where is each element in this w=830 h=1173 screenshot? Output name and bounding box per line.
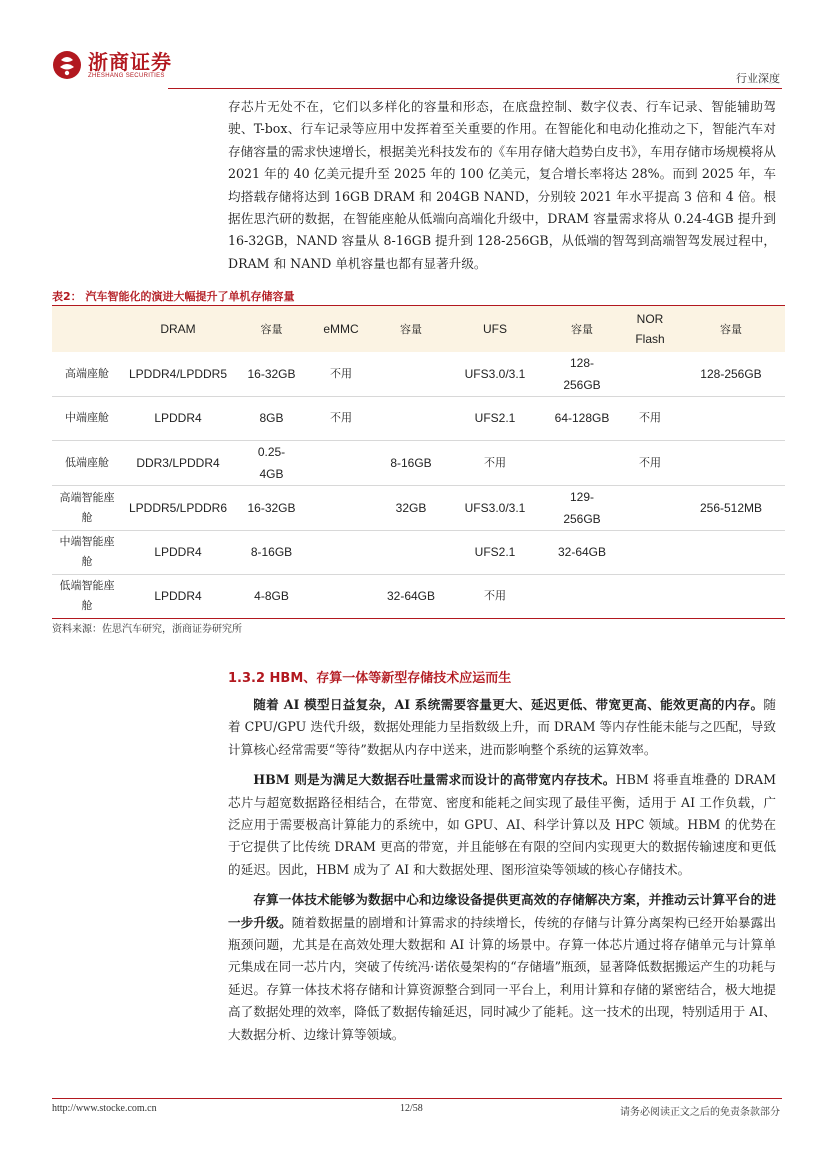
table-cell: 不用: [330, 411, 352, 424]
paragraph-text: HBM 将垂直堆叠的 DRAM 芯片与超宽数据路径相结合，在带宽、密度和能耗之间实现了最佳平衡，适用于 AI 工作负载，广泛应用于需要极高计算能力的系统中，如 GPU、AI、科学计算以及 HPC 领域。HBM 的优势在于它提供了比传统 DRAM 更高的带宽，并且能够在有限的空间内实现更大的数据传输速度和更低的延迟。因此，HBM 成为了 AI 和大数据处理、图形渲染等领域的核心存储技术。: [228, 772, 776, 877]
table-cell: 129-256GB: [563, 489, 601, 526]
table-cell: 32-64GB: [557, 545, 607, 559]
table-cell: 不用: [639, 455, 661, 469]
row-label-cell: 低端座舱: [65, 455, 109, 469]
header-divider: [168, 88, 782, 89]
row-label-cell: 中端座舱: [65, 411, 109, 424]
table-cell: [309, 574, 373, 618]
table-cell: [677, 530, 785, 574]
page-number: 12/58: [400, 1103, 423, 1114]
table-cell: [677, 440, 785, 485]
paragraph-hbm: [228, 769, 776, 881]
paragraph-lead: HBM 则是为满足大数据吞吐量需求而设计的高带宽内存技术。: [253, 772, 616, 788]
table-cell: 不用: [484, 455, 506, 469]
table-header-cell: NOR Flash: [623, 306, 677, 352]
table-cell: [373, 530, 449, 574]
paragraph-compute-in-memory: [228, 889, 776, 1046]
paragraph-text: 随着数据量的剧增和计算需求的持续增长，传统的存储与计算分离架构已经开始暴露出瓶颈问题，尤其是在高效处理大数据和 AI 计算的场景中。存算一体芯片通过将存储单元与计算单元集成在同一芯片内，突破了传统冯·诺依曼架构的“存储墙”瓶颈，显著降低数据搬运产生的功耗与延迟。存算一体技术将存储和计算资源整合到同一平台上，利用计算和存储的紧密结合，极大地提高了数据处理的效率，降低了数据传输延迟，同时减少了能耗。这一技术的出现，特别适用于 AI、大数据分析、边缘计算等领域。: [228, 914, 777, 1042]
table-cell: LPDDR4: [154, 411, 202, 425]
row-label-cell: 高端座舱: [65, 366, 109, 380]
table-header-cell: 容量: [234, 306, 309, 352]
table-header-cell: [52, 306, 122, 352]
table-cell: 16-32GB: [247, 500, 296, 515]
intro-paragraph: 存芯片无处不在，它们以多样化的容量和形态，在底盘控制、数字仪表、行车记录、智能辅助驾驶、T-box、行车记录等应用中发挥着至关重要的作用。在智能化和电动化推动之下，智能汽车对存储容量的需求快速增长，根据美光科技发布的《车用存储大趋势白皮书》，车用存储市场规模将从 2021 年的 40 亿美元提升至 2025 年的 100 亿美元，复合增长率将达 28%。而到 2025 年，车均搭载存储将达到 16GB DRAM 和 204GB NAND，分别较 2021 年水平提高 3 倍和 4 倍。根据佐思汽研的数据，在智能座舱从低端向高端化升级中，DRAM 容量需求将从 0.24-4GB 提升到 16-32GB，NAND 容量从 8-16GB 提升到 128-256GB，从低端的智驾到高端智驾发展过程中，DRAM 和 NAND 单机容量也都有显著升级。: [228, 99, 776, 271]
zheshang-logo-icon: [52, 50, 82, 80]
table-source: 资料来源：佐思汽车研究，浙商证券研究所: [52, 624, 242, 635]
paragraph-ai-memory: [228, 694, 776, 761]
table-row: [52, 440, 785, 485]
storage-capacity-table: [52, 305, 785, 619]
report-type-tag: 行业深度: [736, 72, 780, 85]
table-cell: UFS3.0/3.1: [464, 366, 526, 381]
table-cell: 32-64GB: [386, 589, 436, 603]
footer-url-link[interactable]: http://www.stocke.com.cn: [52, 1103, 157, 1114]
table-cell: 0.25-4GB: [257, 444, 286, 481]
table-cell: [541, 574, 623, 618]
table-cell: 128-256GB: [563, 355, 601, 392]
paragraph-text: 随着 CPU/GPU 迭代升级，数据处理能力呈指数级上升，而 DRAM 等内存性能未能与之匹配，导致计算核心经常需要“等待”数据从内存中送来，进而影响整个系统的运算效率。: [228, 697, 776, 757]
table-cell: 不用: [484, 589, 506, 602]
table-header-cell: eMMC: [309, 306, 373, 352]
table-cell: UFS2.1: [474, 545, 516, 559]
table-cell: [623, 530, 677, 574]
table-cell: [309, 440, 373, 485]
table-cell: 8-16GB: [390, 455, 432, 470]
table-cell: 8-16GB: [250, 545, 293, 559]
section-body: [228, 694, 776, 1046]
table-cell: DDR3/LPDDR4: [136, 455, 220, 470]
table-header-row: [52, 306, 785, 352]
paragraph-lead: 存算一体技术能够为数据中心和边缘设备提供更高效的存储解决方案，并推动云计算平台的进一步升级。: [228, 892, 776, 930]
table-row: [52, 485, 785, 530]
table-cell: 128-256GB: [700, 366, 762, 381]
table-cell: 64-128GB: [554, 411, 610, 425]
table-cell: 4-8GB: [254, 589, 289, 603]
row-label-cell: 中端智能座舱: [59, 535, 115, 568]
table-cell: 32GB: [395, 500, 427, 515]
table-header-cell: 容量: [373, 306, 449, 352]
table-cell: [623, 574, 677, 618]
table-row: [52, 396, 785, 440]
table-cell: [309, 530, 373, 574]
table-row: [52, 352, 785, 397]
table-cell: [623, 352, 677, 397]
table-row: [52, 574, 785, 618]
intro-paragraph-block: [228, 96, 776, 275]
section-title: 1.3.2 HBM、存算一体等新型存储技术应运而生: [228, 671, 512, 686]
company-logo: [52, 50, 172, 80]
table-header-cell: UFS: [449, 306, 541, 352]
table-header-cell: 容量: [677, 306, 785, 352]
table-cell: LPDDR4: [154, 545, 202, 559]
table-cell: 不用: [639, 411, 661, 424]
table-cell: [309, 485, 373, 530]
table-cell: LPDDR4/LPDDR5: [128, 366, 228, 381]
table-cell: [677, 396, 785, 440]
footer-disclaimer: 请务必阅读正文之后的免责条款部分: [620, 1107, 780, 1118]
table-cell: LPDDR4: [154, 589, 202, 603]
table-cell: 256-512MB: [699, 500, 763, 515]
table-cell: 不用: [330, 366, 352, 380]
table-cell: [373, 396, 449, 440]
row-label-cell: 高端智能座舱: [59, 490, 115, 524]
row-label-cell: 低端智能座舱: [59, 579, 115, 612]
table-cell: [623, 485, 677, 530]
table-cell: [677, 574, 785, 618]
table-cell: UFS2.1: [474, 411, 516, 425]
table-cell: 8GB: [259, 411, 284, 425]
table-cell: 16-32GB: [247, 366, 296, 381]
logo-english-name: ZHESHANG SECURITIES: [88, 73, 165, 79]
table-title: 表2： 汽车智能化的演进大幅提升了单机存储容量: [52, 290, 295, 303]
table-cell: [541, 440, 623, 485]
table-cell: LPDDR5/LPDDR6: [128, 500, 228, 515]
table-header-cell: 容量: [541, 306, 623, 352]
table-header-cell: DRAM: [122, 306, 234, 352]
table-row: [52, 530, 785, 574]
logo-chinese-name: 浙商证券: [88, 50, 172, 74]
table-cell: UFS3.0/3.1: [464, 500, 526, 515]
table-cell: [373, 352, 449, 397]
page-header: [0, 0, 830, 100]
paragraph-lead: 随着 AI 模型日益复杂，AI 系统需要容量更大、延迟更低、带宽更高、能效更高的内存。: [253, 697, 764, 712]
footer-divider: [52, 1098, 782, 1099]
